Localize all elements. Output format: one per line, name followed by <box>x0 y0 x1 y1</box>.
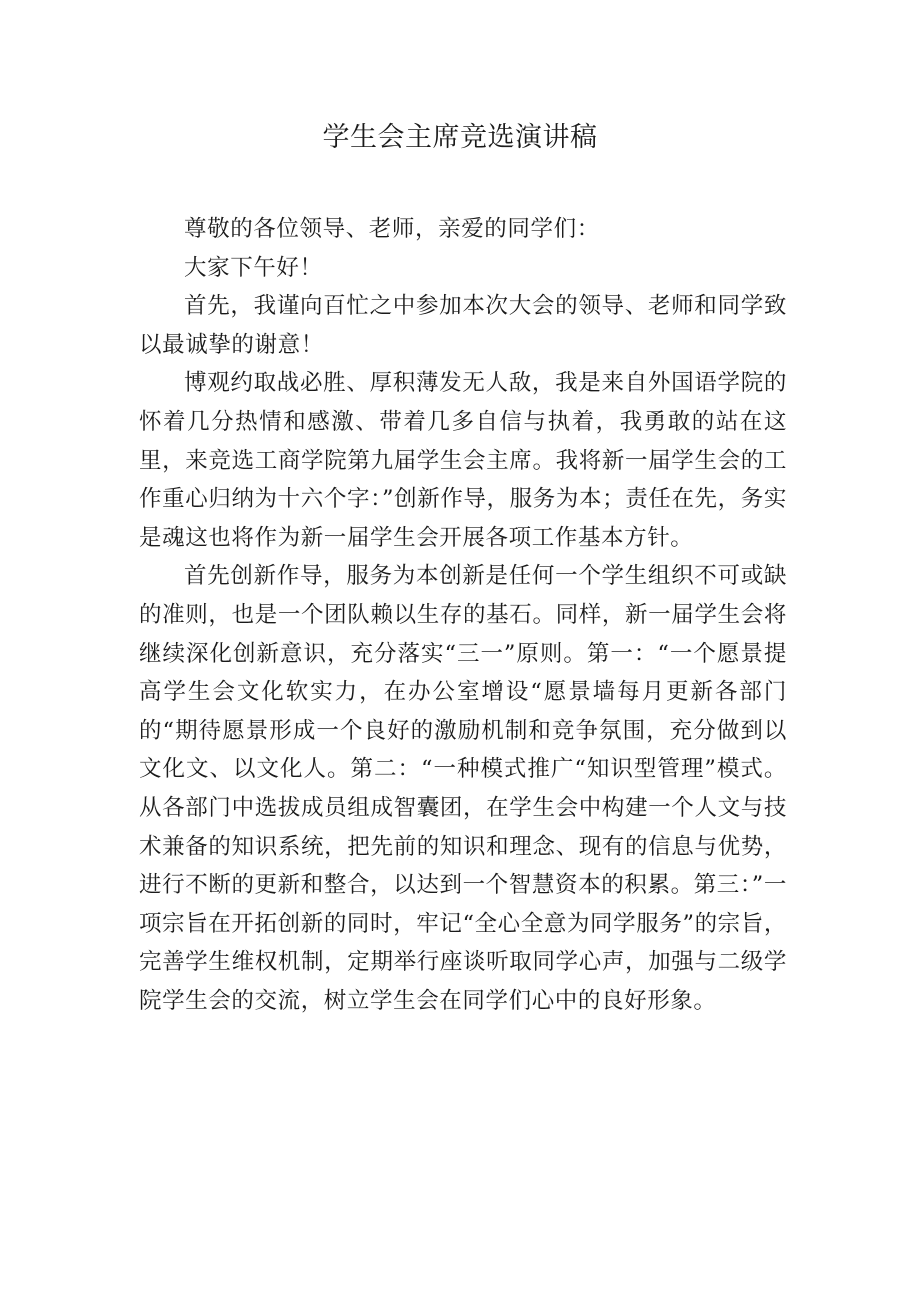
document-title: 学生会主席竞选演讲稿 <box>322 122 598 153</box>
thanks-paragraph: 首先，我谨向百忙之中参加本次大会的领导、老师和同学致以最诚挚的谢意！ <box>139 293 787 358</box>
innovation-paragraph: 首先创新作导，服务为本创新是任何一个学生组织不可或缺的准则，也是一个团队赖以生存的基石。同样，新一届学生会将继续深化创新意识，充分落实“三一”原则。第一：“一个愿景提高学生会文化软实力，在办公室增设“愿景墙每月更新各部门的“期待愿景形成一个良好的激励机制和竞争氛围，充分做到以文化文、以文化人。第二：“一种模式推广“知识型管理”模式。从各部门中选拔成员组成智囊团，在学生会中构建一个人文与技术兼备的知识系统，把先前的知识和理念、现有的信息与优势，进行不断的更新和整合，以达到一个智慧资本的积累。第三：”一项宗旨在开拓创新的同时，牢记“全心全意为同学服务”的宗旨，完善学生维权机制，定期举行座谈听取同学心声，加强与二级学院学生会的交流，树立学生会在同学们心中的良好形象。 <box>139 563 787 1014</box>
greeting-paragraph: 大家下午好！ <box>184 254 323 281</box>
salutation-paragraph: 尊敬的各位领导、老师，亲爱的同学们： <box>184 216 600 242</box>
introduction-paragraph: 博观约取战必胜、厚积薄发无人敌，我是来自外国语学院的怀着几分热情和感激、带着几多自信与执着，我勇敢的站在这里，来竞选工商学院第九届学生会主席。我将新一届学生会的工作重心归纳为十六个字：”创新作导，服务为本；责任在先，务实是魂这也将作为新一届学生会开展各项工作基本方针。 <box>139 370 787 551</box>
document-body <box>139 210 787 1020</box>
